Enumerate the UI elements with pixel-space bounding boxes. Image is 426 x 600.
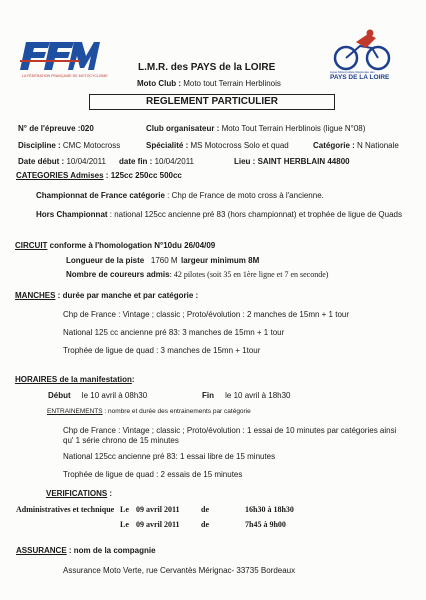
category-label: Catégorie : — [313, 141, 358, 150]
place-value: SAINT HERBLAIN 44800 — [257, 157, 350, 166]
manche-line-3: Trophée de ligue de quad : 3 manches de 15mn + 1tour — [63, 346, 261, 355]
verifications-label: VERIFICATIONS — [46, 489, 108, 498]
entrainements-label: ENTRAINEMENTS — [47, 408, 103, 415]
manches-label: MANCHES — [15, 291, 56, 300]
start-date-value: 10/04/2011 — [66, 157, 106, 166]
start-date-label: Date début : — [18, 157, 67, 166]
verif-row-1-date: 09 avril 2011 — [136, 505, 180, 514]
moto-club-line — [137, 79, 281, 88]
speciality-label: Spécialité : — [146, 141, 191, 150]
end-date-label: date fin : — [119, 157, 155, 166]
track-width: largeur minimum 8M — [181, 256, 260, 265]
circuit-line — [15, 241, 215, 250]
doc-title: REGLEMENT PARTICULIER — [145, 96, 279, 107]
manche-line-1: Chp de France : Vintage ; classic ; Proto/évolution : 2 manches de 15mn + 1 tour — [63, 310, 350, 319]
training-line-1: Chp de France : Vintage ; classic ; Proto/évolution : 1 essai de 10 minutes par catégories ainsi — [63, 426, 397, 435]
pays-de-la-loire-logo — [330, 28, 394, 72]
championnat-value: : Chp de France de moto cross à l'ancienne. — [164, 191, 324, 200]
ffm-logo — [20, 38, 100, 74]
entrainements-line — [47, 408, 251, 415]
end-date-line — [119, 157, 194, 166]
fin-line — [202, 391, 291, 400]
doc-title-box — [89, 94, 335, 110]
categories-line — [16, 171, 182, 180]
championnat-label: Championnat de France catégorie — [36, 191, 165, 200]
verif-row-2-le: Le — [120, 520, 129, 529]
place-line — [234, 157, 350, 166]
training-line-4: Trophée de ligue de quad : 2 essais de 15 minutes — [63, 470, 243, 479]
league-title: L.M.R. des PAYS de la LOIRE — [138, 62, 276, 73]
horaires-label: HORAIRES de la manifestation — [15, 375, 132, 384]
verif-row-2-date: 09 avril 2011 — [136, 520, 180, 529]
circuit-value: conforme à l'homologation N°10du 26/04/09 — [47, 241, 216, 250]
hors-championnat-value: : national 125cc ancienne pré 83 (hors championnat) et trophée de ligue de Quads — [107, 210, 402, 219]
epreuve-number: N° de l'épreuve :020 — [18, 124, 94, 133]
verif-row-2-time: 7h45 à 9h00 — [245, 520, 286, 529]
training-line-2: qu' 1 série chrono de 15 minutes — [63, 436, 179, 445]
track-length-line — [66, 256, 178, 265]
discipline-value: CMC Motocross — [62, 141, 121, 150]
ffm-tagline: LA FÉDÉRATION FRANÇAISE DE MOTOCYCLISME — [22, 74, 108, 78]
verifications-colon: : — [107, 489, 113, 498]
speciality-line — [146, 141, 289, 150]
riders-value: : 42 pilotes (soit 35 en 1ère ligne et 7 en seconde) — [169, 270, 329, 279]
assurance-value: : nom de la compagnie — [66, 546, 156, 555]
verif-row-2-de: de — [201, 520, 209, 529]
end-date-value: 10/04/2011 — [154, 157, 195, 166]
horaires-colon: : — [131, 375, 135, 384]
organizer-label: Club organisateur : — [146, 124, 222, 133]
debut-label: Début — [48, 391, 71, 400]
hors-championnat-label: Hors Championnat — [36, 210, 108, 219]
start-date-line — [18, 157, 106, 166]
speciality-value: MS Motocross Solo et quad — [190, 141, 289, 150]
hors-championnat-line — [36, 210, 402, 219]
verif-row-1-time: 16h30 à 18h30 — [245, 505, 294, 514]
moto-club-value: Moto tout Terrain Herblinois — [183, 79, 281, 88]
discipline-label: Discipline : — [18, 141, 63, 150]
categories-value: : 125cc 250cc 500cc — [103, 171, 182, 180]
fin-value: le 10 avril à 18h30 — [225, 391, 291, 400]
assurance-company: Assurance Moto Verte, rue Cervantès Mérignac- 33735 Bordeaux — [63, 566, 296, 575]
pays-de-la-loire-subtitle: Ligue Motocycliste Régionale des — [330, 70, 375, 74]
assurance-label: ASSURANCE — [16, 546, 67, 555]
circuit-label: CIRCUIT — [15, 241, 48, 250]
manches-line — [15, 291, 198, 300]
riders-label: Nombre de coureurs admis — [66, 270, 170, 279]
organizer-value: Moto Tout Terrain Herblinois (ligue N°08) — [221, 124, 366, 133]
championnat-line — [36, 191, 324, 200]
horaires-line — [15, 375, 135, 384]
assurance-line — [16, 546, 156, 555]
training-line-3: National 125cc ancienne pré 83: 1 essai libre de 15 minutes — [63, 452, 276, 461]
entrainements-value: : nombre et durée des entrainements par catégorie — [102, 408, 251, 415]
riders-line — [66, 270, 328, 279]
verif-row-1-de: de — [201, 505, 209, 514]
debut-value: le 10 avril à 08h30 — [81, 391, 148, 400]
debut-line — [48, 391, 147, 400]
track-length-label: Longueur de la piste — [66, 256, 145, 265]
verif-row-1-le: Le — [120, 505, 129, 514]
category-value: N Nationale — [357, 141, 399, 150]
admin-technique-label: Administratives et technique — [16, 505, 115, 514]
organizer-line — [146, 124, 365, 133]
moto-club-label: Moto Club : — [137, 79, 184, 88]
manches-value: : durée par manche et par catégorie : — [55, 291, 199, 300]
place-label: Lieu : — [234, 157, 258, 166]
category-line — [313, 141, 399, 150]
categories-label: CATEGORIES Admises — [16, 171, 104, 180]
track-length-value: 1760 M — [150, 256, 178, 265]
manche-line-2: National 125 cc ancienne pré 83: 3 manches de 15mn + 1 tour — [63, 328, 285, 337]
discipline-line — [18, 141, 120, 150]
pays-de-la-loire-logo-text: PAYS DE LA LOIRE — [330, 74, 390, 81]
fin-label: Fin — [202, 391, 214, 400]
verifications-line — [46, 489, 112, 498]
